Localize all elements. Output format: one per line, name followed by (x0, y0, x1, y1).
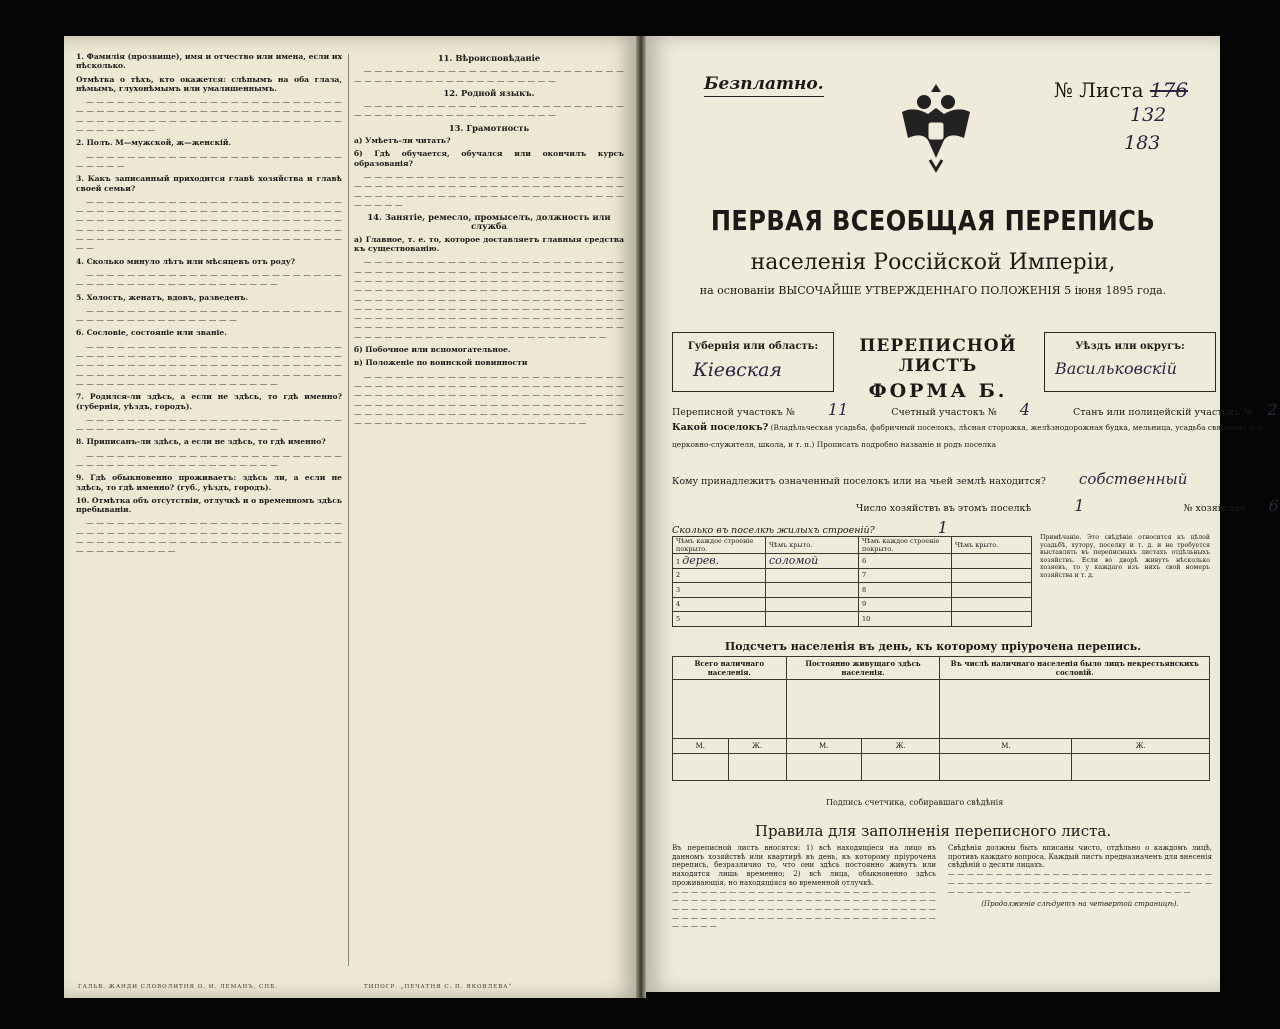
left-column-1 (76, 52, 342, 968)
right-page (646, 36, 1279, 992)
table-row (673, 753, 1210, 780)
question-13: 13. Грамотность (448, 122, 530, 133)
question-5: 5. Холостъ, женатъ, вдовъ, разведенъ. (76, 292, 249, 302)
instruction-text: — — — — — — — — — — — — — — — — — — — — — — — — — — — — — — — — — — — — — — — — — — — — — (76, 450, 342, 469)
question-6: 6. Сословiе, состоянiе или званiе. (76, 328, 227, 338)
table-header: Чѣмъ крыто. (952, 537, 1032, 554)
question-1: 1. Фамилiя (прозвище), имя и отчество или имена, если их нѣсколько. (76, 52, 342, 71)
table-header: Чѣмъ крыто. (766, 537, 859, 554)
instruction-text: — — — — — — — — — — — — — — — — — — — — — — — — — — — — — — — — — — — — — — — — — — — — — (76, 414, 342, 434)
table-row: М. Ж. М. Ж. М. Ж. (673, 739, 1210, 754)
instruction-text: — — — — — — — — — — — — — — — — — — — — — — — — — — — — — — — — — — — — — — — — — — — — — (76, 269, 342, 289)
table-row: 1 дерев. соломой 6 (673, 554, 1032, 569)
instruction-text: — — — — — — — — — — — — — — — — — — — — — — — — — — — — — — — — — — — — — — — — — — — — — (354, 101, 624, 120)
buildings-table (672, 536, 1032, 627)
table-row (673, 680, 1210, 739)
settlement-line-2: церковно-служителя, школа, и т. п.) Прописать подробно названiе и родъ поселка (672, 440, 997, 449)
printer-footer-left: ГАЛЬВ. ЖАНДИ СЛОВОЛИТНЯ О. И. ЛЕМАНЪ, СПБ. (78, 984, 278, 990)
free-label: Безплатно. (704, 74, 824, 97)
question-2: 2. Полъ. М—мужской, ж—женскiй. (76, 138, 232, 148)
document-title: ПЕРВАЯ ВСЕОБЩАЯ ПЕРЕПИСЬ (710, 204, 1156, 237)
instruction-text: — — — — — — — — — — — — — — — — — — — — — — — — — — — — — — — — — — — — — — — — — — — — — — — — — — — — — — — — — — — — — — — — — — — — — — — — — — — — — — — — — — (354, 171, 624, 209)
question-14: 14. Занятiе, ремесло, промыселъ, должность или служба (367, 212, 611, 232)
question-3: 3. Какъ записанный приходится главѣ хозяйства и главѣ своей семьи? (76, 174, 342, 193)
table-header: Чѣмъ каждое строенiе покрыто. (673, 537, 766, 554)
table-header: Чѣмъ каждое строенiе покрыто. (859, 537, 952, 554)
question-9: 9. Гдѣ обыкновенно проживаетъ: здѣсь ли, а если не здѣсь, то гдѣ именно? (губ., уѣздъ, городъ). (76, 473, 342, 492)
gubernia-box: Губернiя или область: Кiевская (672, 332, 834, 392)
table-row: 5 10 (673, 612, 1032, 627)
rules-column-2: Свѣдѣнiя должны быть вписаны чисто, отдѣльно о каждомъ лицѣ, противъ каждаго вопроса. Каждый листъ предназначенъ для внесенiя свѣдѣнiй о десяти лицахъ. — — — — — — — — — — — — — — — — — — — — — — — — — — — — — — — — — — — — — — — — — — — — — — — — — — — — — — — — — — — — — — — — — — — — — — — — — — — — — — — — — — (Продолженiе слѣдуетъ на четвертой страницѣ). (948, 844, 1212, 909)
table-row (673, 537, 1032, 554)
buildings-line: Сколько въ поселкѣ жилыхъ строенiй? 1 (672, 518, 948, 537)
sheet-number: № Листа 176 (1054, 78, 1189, 102)
instruction-text: — — — — — — — — — — — — — — — — — — — — — — — — — — — — — — — — — — — — — — — — — — — — — — — — — — — — — — — — — — — — — — — — — — — — — — — — — — — — — — — — — — — — — — — — — — — — — — — — — — — — — — — — — — — — — — — — — — — — — — — — — — — — — — — — — — — (76, 196, 342, 253)
table-row: 3 8 (673, 583, 1032, 598)
instruction-text: — — — — — — — — — — — — — — — — — — — — — — — — — — — — — — — — — — — — — — — — — — — — — — — — — — — — — — — — — — — — — — — — — — — — — — — — — — — — — — — — — — — — — — — (76, 518, 342, 556)
column-divider (348, 54, 349, 966)
households-line: Число хозяйствъ въ этомъ поселкѣ 1 № хозяйства 6 (856, 496, 1279, 515)
left-page (64, 36, 636, 998)
instruction-text: — — — — — — — — — — — — — — — — — — — — — — — — — — — — — — — — — — — — — — — — — — — — — — — — — — — — — — — — — — — — — — — — — — — — — — — — — — — — — — — — — — — — — — — — — — — — — — — — — — — — — — — — — — — — — — — — — — — — — — — — — — — — — — — — — — — — — — — — — — — — — — — — — — — — — — — — — — — — — — — — — — — — — — — — — — — — — — — — — — — — — — — — — — — — — — — — — — — — — — — — — — — — — — — — — — — — — — — — — — — — — — — — — — — — — — — — (354, 257, 624, 341)
question-8: 8. Приписанъ-ли здѣсь, а если не здѣсь, то гдѣ именно? (76, 437, 326, 447)
instruction-text: — — — — — — — — — — — — — — — — — — — — — — — — — — — — — — (76, 151, 342, 170)
uezd-value: Васильковскiй (1055, 359, 1177, 378)
question-1-note: Отмѣтка о тѣхъ, кто окажется: слѣпымъ на оба глаза, нѣмымъ, глухонѣмымъ или умалишеннымъ. (76, 74, 342, 93)
instruction-text: — — — — — — — — — — — — — — — — — — — — — — — — — — — — — — — — — — — — — — — — — — — — — — — — — — — — — — — — — — — — — — — — — — — — — — — — — — — — — — — — — — — — — — — — — — — — — — — — — — — — — — — — — — — — — — — — — — — — — — — — — — — — — — — — — — — — — — — — — — — — — — — — — — — — — — — — (354, 371, 624, 428)
double-headed-eagle-emblem (894, 78, 978, 174)
handwritten-number-1: 132 (1130, 104, 1167, 126)
rules-heading: Правила для заполненiя переписного листа. (754, 822, 1112, 840)
settlement-line: Какой поселокъ? (Владѣльческая усадьба, фабричный поселокъ, лѣсная сторожка, желѣзнодорожная будка, мельница, усадьба священно или (672, 422, 1264, 433)
question-14b: б) Побочное или вспомогательное. (354, 345, 511, 355)
population-count-table (672, 656, 1210, 781)
printer-footer-right: ТИПОГР. „ПЕЧАТНЯ С. П. ЯКОВЛЕВА“ (364, 984, 513, 990)
instruction-text: — — — — — — — — — — — — — — — — — — — — — — — — — — — — — — — — — — — — — — — — — — — — — — — — — — — — — — — — — — — — — — — — — — — — — — — — — — — — — — — — — — — — — — — — — — — — — — — — — — — — — — — — — — — — — — — — — — — — — — — — — — — (76, 341, 342, 388)
question-14a: а) Главное, т. е. то, которое доставляетъ главныя средства къ существованiю. (354, 234, 624, 254)
note-text: Примѣчанiе. Это свѣдѣнiе относится къ цѣлой усадьбѣ, хутору, поселку и т. д. и не требуется выставлять въ переписныхъ листахъ отдѣльныхъ хозяйствъ. Если во дворѣ живутъ нѣсколько хозяевъ, то у каждаго изъ нихъ свой номеръ хозяйства и т. д. (1040, 534, 1210, 579)
left-column-2 (354, 52, 624, 968)
instruction-text: — — — — — — — — — — — — — — — — — — — — — — — — — — — — — — — — — — — — — — — — — (76, 305, 342, 325)
population-count-heading: Подсчетъ населенiя въ день, къ которому прiурочена перепись. (724, 640, 1142, 653)
owner-line: Кому принадлежитъ означенный поселокъ или на чьей землѣ находится? собственный (672, 470, 1188, 488)
question-14c: в) Положенiе по воинской повинности (354, 358, 528, 368)
question-13a: а) Умѣетъ-ли читать? (354, 136, 451, 146)
question-12: 12. Родной языкъ. (443, 87, 535, 98)
instruction-text: — — — — — — — — — — — — — — — — — — — — — — — — — — — — — — — — — — — — — — — — — — — — — — — — — — — — — — — — — — — — — — — — — — — — — — — — — — — — — — — — — — — — — (76, 97, 342, 135)
question-4: 4. Сколько минуло лѣтъ или мѣсяцевъ отъ роду? (76, 256, 296, 266)
question-13b: б) Гдѣ обучается, обучался или окончилъ курсъ образованiя? (354, 149, 624, 168)
document-subtitle: населенiя Россiйской Имперiи, (750, 250, 1116, 275)
uezd-box: Уѣздъ или округъ: Васильковскiй (1044, 332, 1216, 392)
table-row: 4 9 (673, 597, 1032, 612)
handwritten-number-2: 183 (1124, 132, 1161, 154)
legal-basis: на основанiи ВЫСОЧАЙШЕ УТВЕРЖДЕННАГО ПОЛОЖЕНIЯ 5 iюня 1895 года. (699, 284, 1167, 297)
instruction-text: — — — — — — — — — — — — — — — — — — — — — — — — — — — — — — — — — — — — — — — — — — — — — (354, 66, 624, 85)
book-gutter (636, 36, 646, 998)
table-row: Всего наличнаго населенiя. Постоянно живущаго здѣсь населенiя. Въ числѣ наличнаго населенiя было лицъ некрестьянскихъ сословiй. (673, 657, 1210, 680)
form-title: ПЕРЕПИСНОЙ ЛИСТЪ ФОРМА Б. (859, 336, 1017, 402)
rules-column-1: Въ переписной листъ вносятся: 1) всѣ находящiеся на лицо въ данномъ хозяйствѣ или квартирѣ въ день, къ которому прiурочена перепись, безразлично то, что они здѣсь постоянно живутъ или находятся лишь временно; 2) всѣ лица, обыкновенно здѣсь проживающiя, но находящiяся во временной отлучкѣ. — — — — — — — — — — — — — — — — — — — — — — — — — — — — — — — — — — — — — — — — — — — — — — — — — — — — — — — — — — — — — — — — — — — — — — — — — — — — — — — — — — — — — — — — — — — — — — — — — — — — — — — — — — — — — — — — — — — — — (672, 844, 936, 931)
continuation-note: (Продолженiе слѣдуетъ на четвертой страницѣ). (981, 900, 1179, 909)
gubernia-value: Кiевская (693, 359, 782, 381)
question-11: 11. Вѣроисповѣданiе (437, 53, 541, 63)
counter-signature-line: Подпись счетчика, собиравшаго свѣдѣнiя (826, 798, 1004, 807)
question-7: 7. Родился-ли здѣсь, а если не здѣсь, то гдѣ именно? (губернiя, уѣздъ, городъ). (76, 392, 342, 411)
district-line: Переписной участокъ № 11 Счетный участокъ № 4 Станъ или полицейскiй участокъ № 2 (672, 400, 1278, 419)
table-row: 2 7 (673, 568, 1032, 583)
question-10: 10. Отмѣтка объ отсутствiи, отлучкѣ и о временномъ здѣсь пребыванiи. (76, 495, 342, 515)
